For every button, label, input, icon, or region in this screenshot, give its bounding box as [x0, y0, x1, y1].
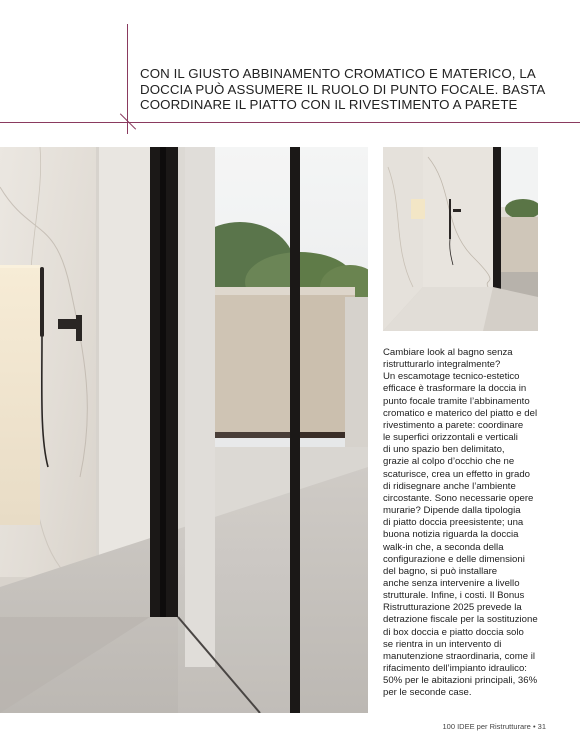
body-line: murarie? Dipende dalla tipologia: [383, 505, 521, 517]
body-line: di box doccia e piatto doccia solo: [383, 626, 524, 638]
body-line: per le seconde case.: [383, 687, 472, 699]
body-line: punto focale tramite l’abbinamento: [383, 395, 530, 407]
body-line: di ridisegnare anche l’ambiente: [383, 480, 516, 492]
page-folio: 100 IDEE per Ristrutturare • 31: [442, 722, 546, 731]
body-line: rifacimento dell’impianto idraulico:: [383, 663, 527, 675]
headline: [140, 66, 560, 113]
body-line: circostante. Sono necessarie opere: [383, 492, 534, 504]
body-line: del bagno, si può installare: [383, 565, 498, 577]
article-body: [383, 347, 573, 700]
body-line: buona notizia riguarda la doccia: [383, 529, 519, 541]
body-line: efficace è trasformare la doccia in: [383, 383, 527, 395]
body-line: Cambiare look al bagno senza: [383, 347, 513, 358]
crop-rule-horizontal: [0, 122, 580, 123]
body-line: di uno spazio ben delimitato,: [383, 444, 505, 456]
body-line: 50% per le abitazioni principali, 36%: [383, 675, 538, 687]
shower-photo-main: [0, 147, 368, 713]
body-line: Ristrutturazione 2025 prevede la: [383, 602, 522, 614]
body-line: configurazione e delle dimensioni: [383, 553, 525, 565]
body-line: Un escamotage tecnico-estetico: [383, 371, 520, 383]
shower-photo-detail: [383, 147, 538, 331]
body-line: strutturale. Infine, i costi. Il Bonus: [383, 590, 525, 602]
headline-line: COORDINARE IL PIATTO CON IL RIVESTIMENTO A PARETE: [140, 97, 518, 113]
headline-line: CON IL GIUSTO ABBINAMENTO CROMATICO E MATERICO, LA: [140, 66, 536, 81]
body-line: anche senza intervenire a livello: [383, 577, 520, 589]
shower-photo-detail-image: [383, 147, 538, 331]
body-line: cromatico e materico del piatto e del: [383, 407, 538, 419]
body-line: di piatto doccia preesistente; una: [383, 517, 524, 529]
body-line: se rientra in un intervento di: [383, 638, 502, 650]
headline-line: DOCCIA PUÒ ASSUMERE IL RUOLO DI PUNTO FOCALE. BASTA: [140, 81, 546, 97]
crop-rule-vertical: [127, 24, 128, 134]
body-line: le superfici orizzontali e verticali: [383, 432, 518, 444]
body-line: grazie al colpo d’occhio che ne: [383, 456, 515, 468]
body-line: ristrutturarlo integralmente?: [383, 359, 501, 371]
body-line: manutenzione straordinaria, come il: [383, 650, 535, 662]
shower-photo-main-image: [0, 147, 368, 713]
body-line: rivestimento a parete: coordinare: [383, 419, 524, 431]
body-line: scaturisce, crea un effetto in grado: [383, 468, 531, 480]
body-line: detrazione fiscale per la sostituzione: [383, 614, 538, 626]
body-line: walk-in che, a seconda della: [383, 541, 504, 553]
